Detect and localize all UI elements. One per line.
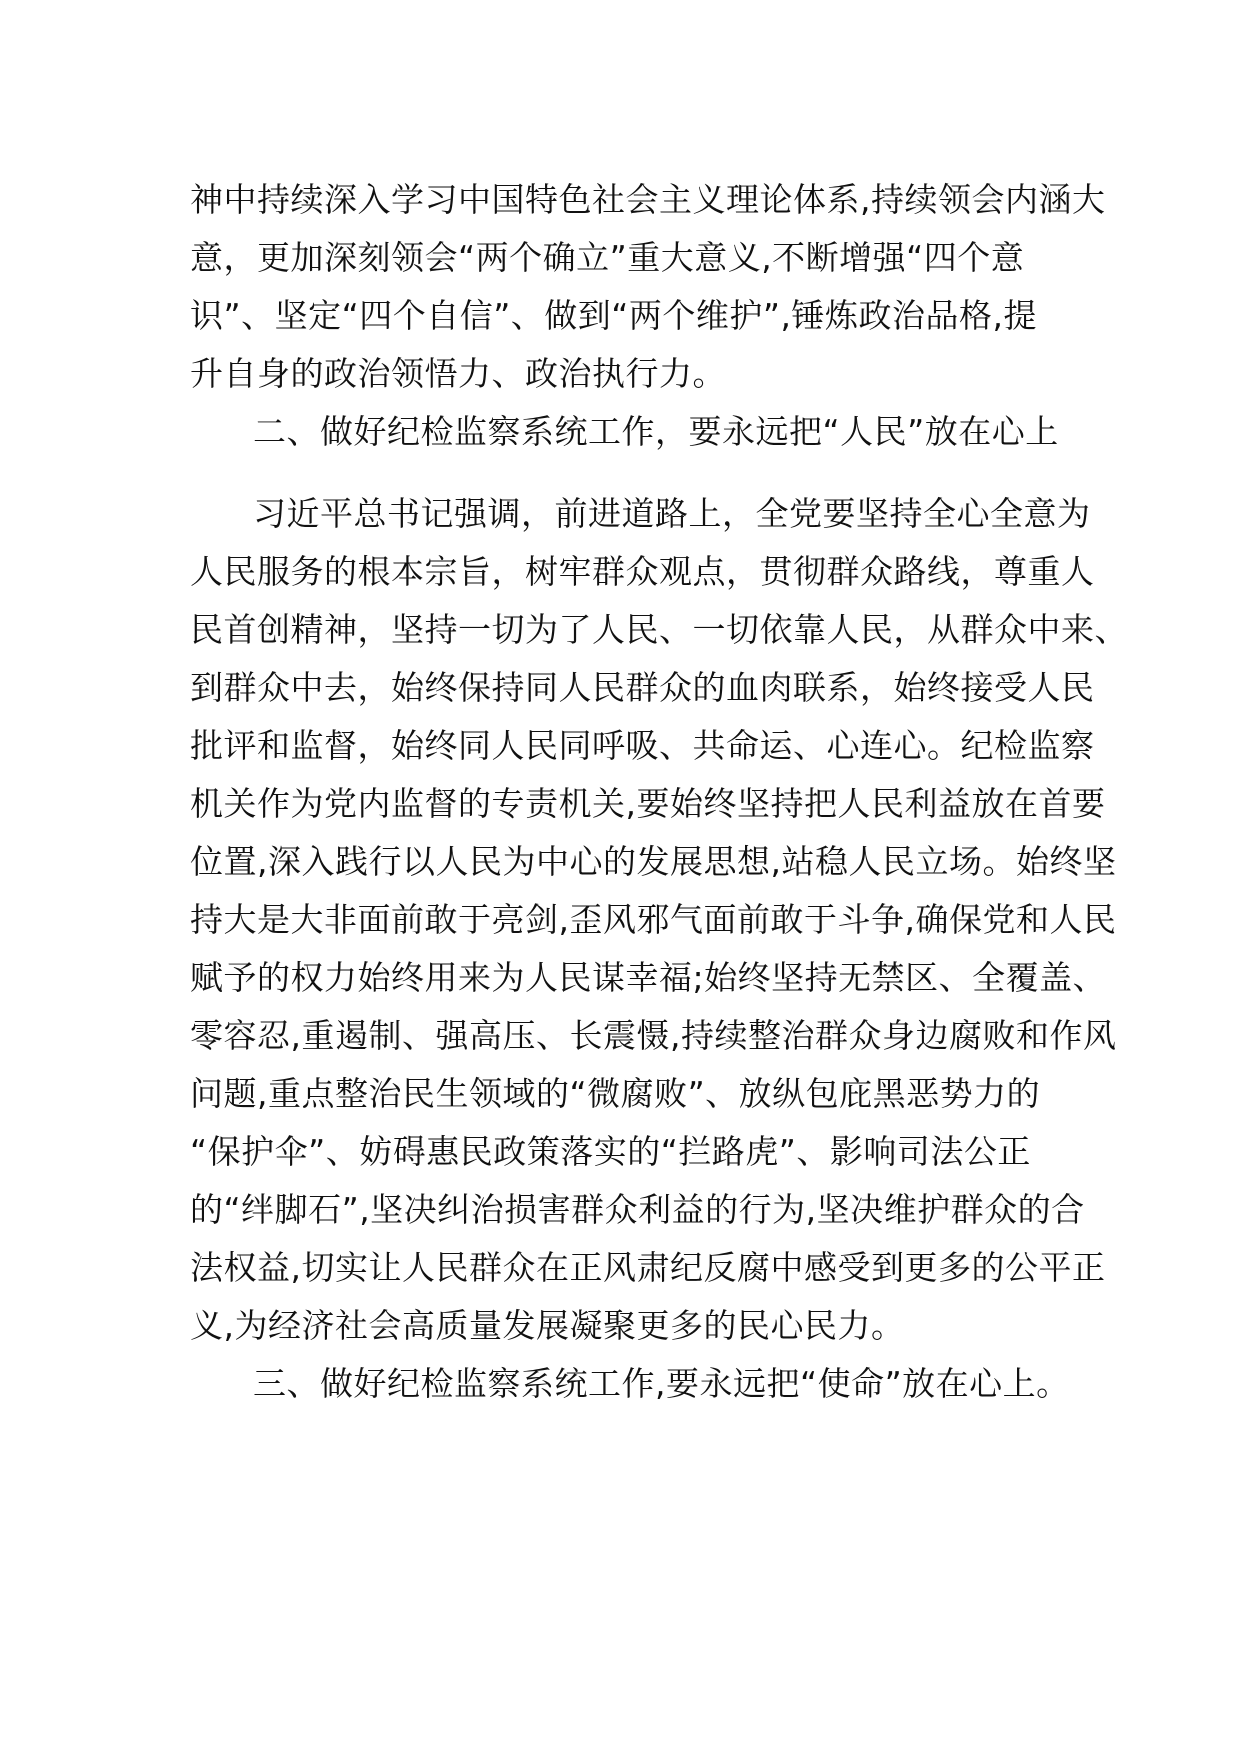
body-text-line: 意，更加深刻领会“两个确立”重大意义,不断增强“四个意 xyxy=(190,238,1025,277)
body-text-line: 到群众中去，始终保持同人民群众的血肉联系，始终接受人民 xyxy=(190,668,1095,707)
body-text-line: 批评和监督，始终同人民同呼吸、共命运、心连心。纪检监察 xyxy=(190,726,1095,765)
body-text-line: 识”、坚定“四个自信”、做到“两个维护”,锤炼政治品格,提 xyxy=(190,296,1037,335)
body-text-line: 位置,深入践行以人民为中心的发展思想,站稳人民立场。始终坚 xyxy=(190,842,1117,881)
body-text-line: 义,为经济社会高质量发展凝聚更多的民心民力。 xyxy=(190,1306,905,1345)
body-text-line: “保护伞”、妨碍惠民政策落实的“拦路虎”、影响司法公正 xyxy=(190,1132,1031,1171)
body-text-line: 问题,重点整治民生领域的“微腐败”、放纵包庇黑恶势力的 xyxy=(190,1074,1041,1113)
body-text-line: 民首创精神，坚持一切为了人民、一切依靠人民，从群众中来、 xyxy=(190,610,1128,649)
body-text-line: 的“绊脚石”,坚决纠治损害群众利益的行为,坚决维护群众的合 xyxy=(190,1190,1085,1229)
body-text-line: 持大是大非面前敢于亮剑,歪风邪气面前敢于斗争,确保党和人民 xyxy=(190,900,1117,939)
body-text-line: 机关作为党内监督的专责机关,要始终坚持把人民利益放在首要 xyxy=(190,784,1106,823)
body-text-line: 神中持续深入学习中国特色社会主义理论体系,持续领会内涵大 xyxy=(190,180,1106,219)
body-text-line: 习近平总书记强调，前进道路上，全党要坚持全心全意为 xyxy=(253,494,1091,533)
body-text-line: 法权益,切实让人民群众在正风肃纪反腐中感受到更多的公平正 xyxy=(190,1248,1106,1287)
body-text-line: 赋予的权力始终用来为人民谋幸福;始终坚持无禁区、全覆盖、 xyxy=(190,958,1107,997)
section-heading-3: 三、做好纪检监察系统工作,要永远把“使命”放在心上。 xyxy=(253,1364,1070,1403)
section-heading-2: 二、做好纪检监察系统工作，要永远把“人民”放在心上 xyxy=(253,412,1059,451)
body-text-line: 人民服务的根本宗旨，树牢群众观点，贯彻群众路线，尊重人 xyxy=(190,552,1095,591)
body-text-line: 升自身的政治领悟力、政治执行力。 xyxy=(190,354,726,393)
body-text-line: 零容忍,重遏制、强高压、长震慑,持续整治群众身边腐败和作风 xyxy=(190,1016,1117,1055)
